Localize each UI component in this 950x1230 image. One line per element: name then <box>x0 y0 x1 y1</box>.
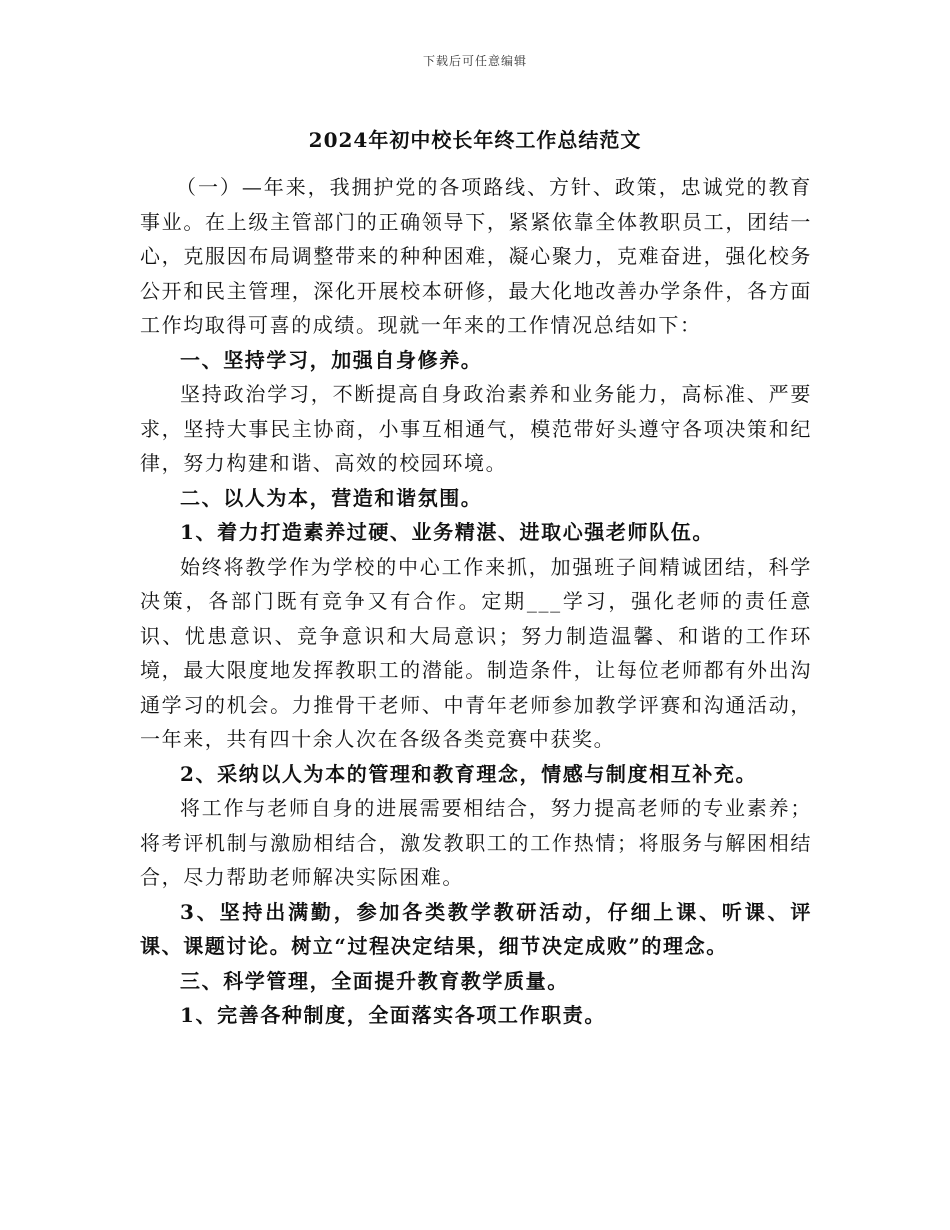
header-note: 下载后可任意编辑 <box>422 54 527 68</box>
page-title: 2024年初中校长年终工作总结范文 <box>308 128 642 152</box>
paragraph-teaching: 始终将教学作为学校的中心工作来抓，加强班子间精诚团结，科学决策，各部门既有竞争又有合作。定期___学习，强化老师的责任意识、忧患意识、竞争意识和大局意识；努力制造温馨、和谐的工作环境，最大限度地发挥教职工的潜能。制造条件，让每位老师都有外出沟通学习的机会。力推骨干老师、中青年老师参加教学评赛和沟通活动，一年来，共有四十余人次在各级各类竞赛中获奖。 <box>140 554 812 751</box>
paragraph-study: 坚持政治学习，不断提高自身政治素养和业务能力，高标准、严要求，坚持大事民主协商，小事互相通气，模范带好头遵守各项决策和纪律，努力构建和谐、高效的校园环境。 <box>140 382 812 475</box>
paragraph-intro: （一）—年来，我拥护党的各项路线、方针、政策，忠诚党的教育事业。在上级主管部门的正确领导下，紧紧依靠全体教职员工，团结一心，克服因布局调整带来的种种困难，凝心聚力，克难奋进，强化校务公开和民主管理，深化开展校本研修，最大化地改善办学条件，各方面工作均取得可喜的成绩。现就一年来的工作情况总结如下： <box>140 175 812 337</box>
subheading-2-2: 2、采纳以人为本的管理和教育理念，情感与制度相互补充。 <box>180 761 758 786</box>
paragraph-management: 将工作与老师自身的进展需要相结合，努力提高老师的专业素养；将考评机制与激励相结合，激发教职工的工作热情；将服务与解困相结合，尽力帮助老师解决实际困难。 <box>140 796 812 889</box>
section-heading-3: 三、科学管理，全面提升教育教学质量。 <box>180 968 569 993</box>
subheading-2-3: 3、坚持出满勤，参加各类教学教研活动，仔细上课、听课、评课、课题讨论。树立“过程决定结果，细节决定成败”的理念。 <box>140 899 812 958</box>
section-heading-1: 一、坚持学习，加强自身修养。 <box>180 347 483 372</box>
section-heading-2: 二、以人为本，营造和谐氛围。 <box>180 485 483 510</box>
subheading-3-1: 1、完善各种制度，全面落实各项工作职责。 <box>180 1003 606 1027</box>
subheading-2-1: 1、着力打造素养过硬、业务精湛、进取心强老师队伍。 <box>180 520 714 544</box>
document-body <box>140 170 812 1033</box>
